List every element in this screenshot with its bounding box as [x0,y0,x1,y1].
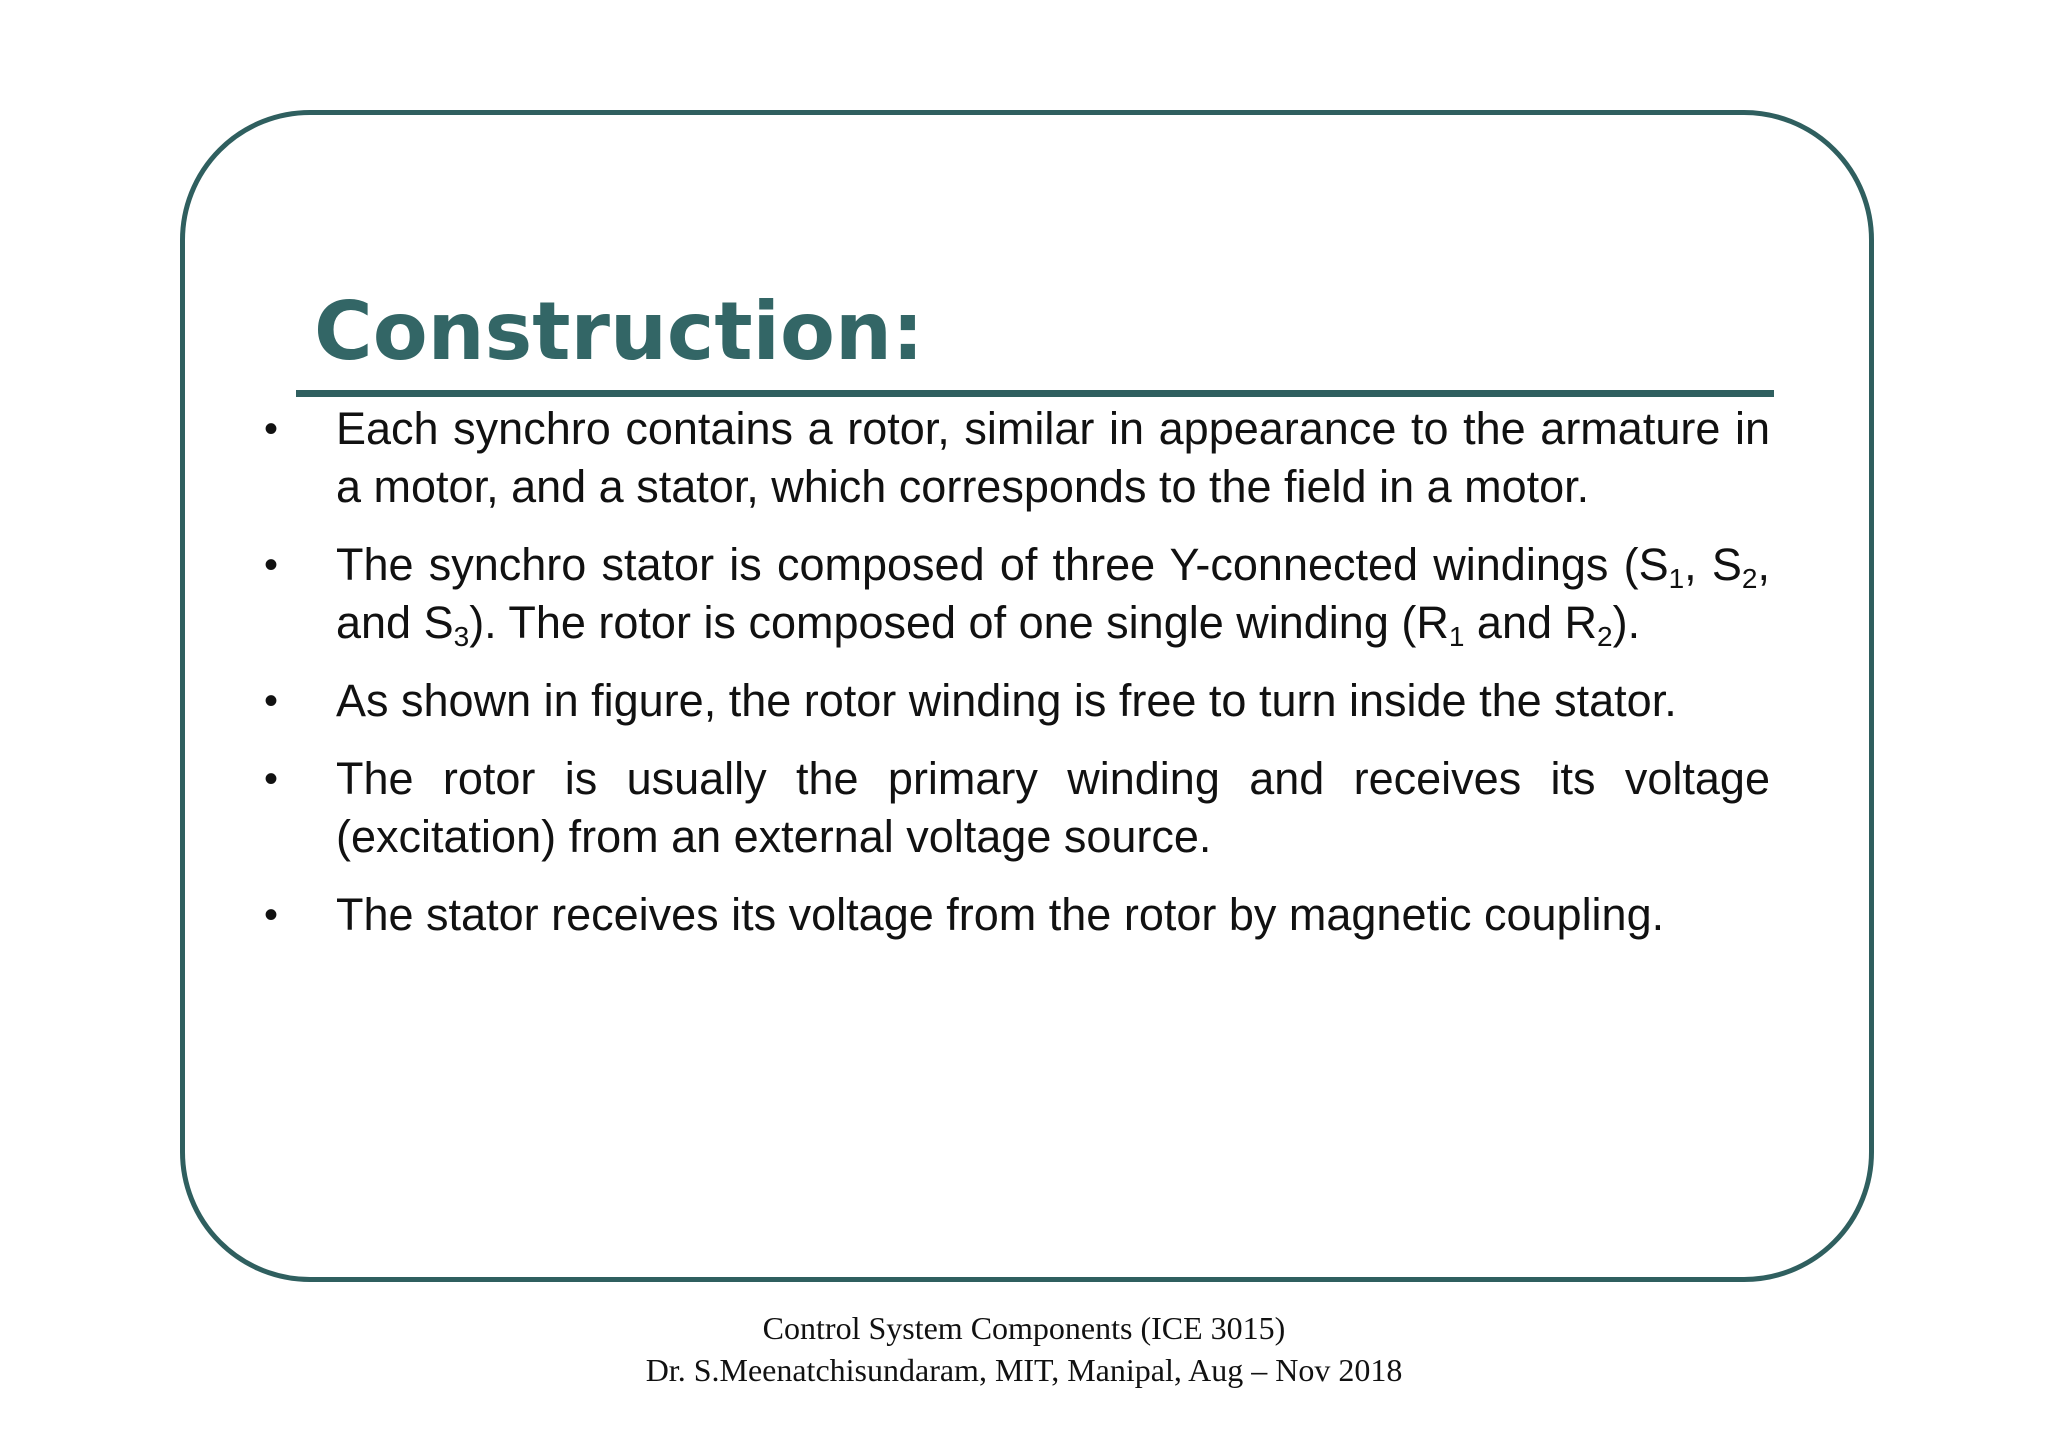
text-segment: and R [1464,597,1598,648]
text-segment: The synchro stator is composed of three Y-connected windings (S [336,539,1669,590]
footer-course: Control System Components (ICE 3015) [762,1310,1286,1346]
bullet-marker: • [264,757,279,801]
bullet-item [260,886,1770,944]
bullet-item [260,672,1770,730]
text-segment: ). The rotor is composed of one single winding (R [469,597,1449,648]
bullet-item [260,750,1770,866]
footer-author: Dr. S.Meenatchisundaram, MIT, Manipal, Aug – Nov 2018 [645,1352,1403,1388]
subscript: 2 [1741,563,1758,594]
bullet-text [336,753,1770,862]
subscript: 3 [453,621,470,652]
bullet-marker: • [264,543,279,587]
bullet-marker: • [264,407,279,451]
text-segment: , and S [336,539,1770,648]
slide-title: Construction: [314,285,924,378]
bullet-marker: • [264,893,279,937]
bullet-text [336,539,1770,652]
text-segment: The stator receives its voltage from the rotor by magnetic coupling. [336,889,1665,940]
bullet-text [336,403,1770,512]
subscript: 1 [1448,621,1465,652]
bullet-text [336,675,1677,726]
text-segment: ). [1612,597,1641,648]
title-underline [296,390,1774,397]
text-segment: The rotor is usually the primary winding and receives its voltage (excitation) from an external voltage source. [336,753,1770,862]
bullet-marker: • [264,679,279,723]
bullet-item [260,536,1770,652]
bullet-text [336,889,1664,940]
subscript: 1 [1668,563,1685,594]
bullet-item [260,400,1770,516]
text-segment: , S [1684,539,1742,590]
text-segment: Each synchro contains a rotor, similar in appearance to the armature in a motor, and a stator, which corresponds to the field in a motor. [336,403,1770,512]
text-segment: As shown in figure, the rotor winding is free to turn inside the stator. [336,675,1677,726]
bullet-list [260,400,1770,964]
subscript: 2 [1597,621,1613,652]
